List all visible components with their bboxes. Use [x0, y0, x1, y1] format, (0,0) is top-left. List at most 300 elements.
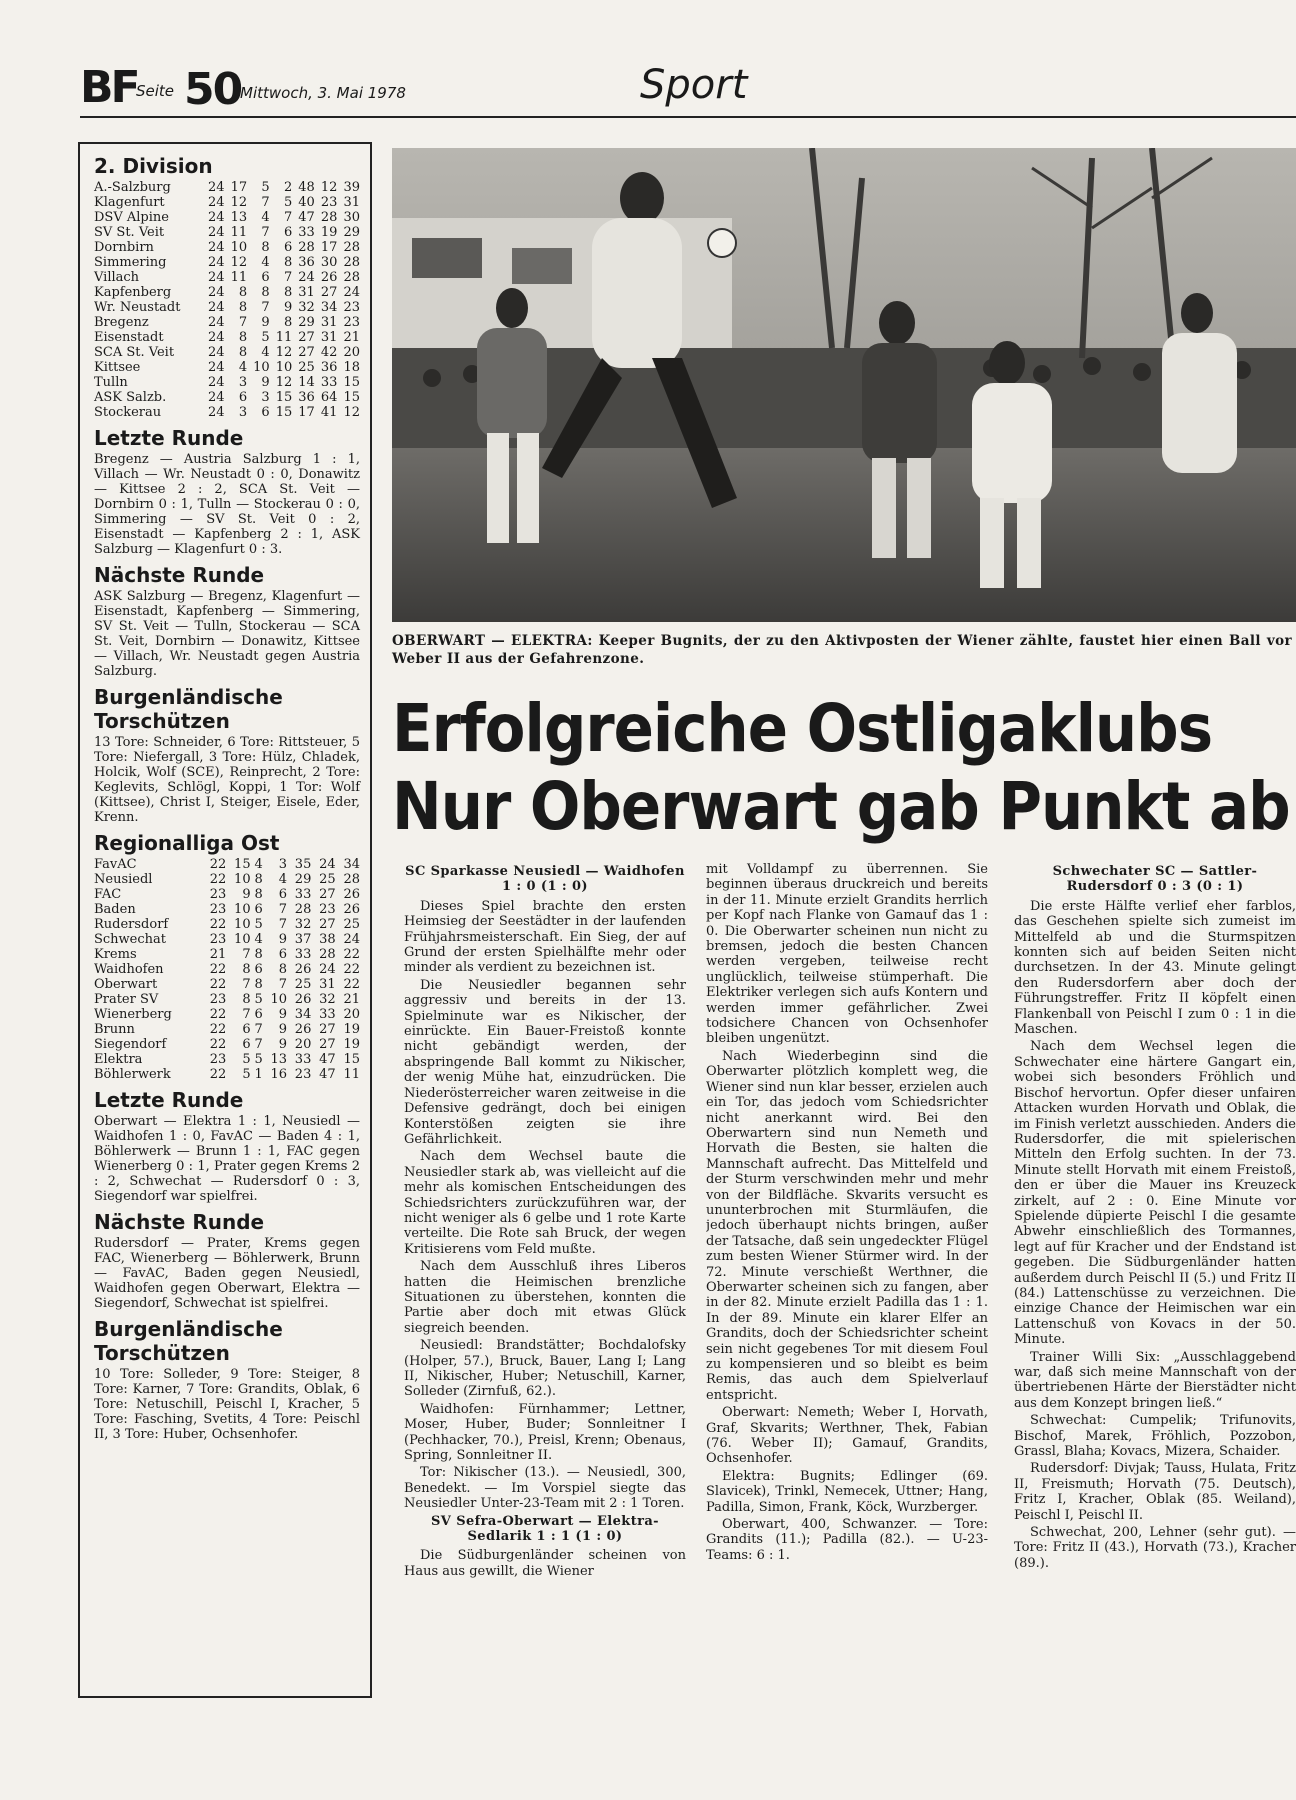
team-name: Stockerau	[94, 405, 162, 420]
stat-cell: 32	[319, 992, 336, 1007]
stat-cell: 28	[343, 270, 360, 285]
stat-cell: 24	[208, 330, 225, 345]
team-name: Baden	[94, 902, 136, 917]
stat-cell: 31	[320, 315, 338, 330]
standings-row	[94, 255, 360, 270]
team-name: ASK Salzb.	[94, 390, 167, 405]
stat-cell: 8	[261, 285, 270, 300]
stat-cell: 28	[343, 872, 360, 887]
stat-cell: 9	[278, 1037, 288, 1052]
stat-cell: 11	[343, 1067, 360, 1082]
stat-cell: 24	[208, 210, 225, 225]
stat-cell: 27	[319, 917, 336, 932]
stat-cell: 27	[319, 1037, 336, 1052]
stat-cell: 25	[298, 360, 315, 375]
stat-cell: 8	[283, 255, 293, 270]
standings-row	[94, 285, 360, 300]
stat-cell: 28	[343, 240, 360, 255]
stat-cell: 22	[343, 977, 360, 992]
stat-cell: 3	[278, 857, 288, 872]
page-header	[80, 62, 1296, 122]
stat-cell: 6	[242, 1037, 251, 1052]
stat-cell: 23	[294, 1067, 312, 1082]
stat-cell: 10	[270, 992, 288, 1007]
standings-row	[94, 977, 360, 992]
team-name: Rudersdorf	[94, 917, 169, 932]
stat-cell: 36	[320, 360, 338, 375]
stat-cell: 6	[254, 962, 263, 977]
scorers-title-2: Burgenländische Torschützen	[94, 1317, 283, 1365]
standings-row	[94, 405, 360, 420]
stat-cell: 19	[343, 1037, 360, 1052]
stat-cell: 6	[278, 947, 288, 962]
stat-cell: 4	[261, 210, 270, 225]
paragraph: Nach dem Wechsel baute die Neusiedler stark ab, was vielleicht auf die mehr als komischen Entscheidungen des Schiedsrichters zurückzuführen war, der nicht weniger als 6 gelbe und 1 rote Karte verteilte. Die Rote sah Bruck, der wegen Kritisierens vom Feld mußte.	[404, 1149, 686, 1257]
team-name: DSV Alpine	[94, 210, 169, 225]
stat-cell: 8	[238, 300, 248, 315]
division-table	[94, 180, 360, 420]
stat-cell: 8	[242, 992, 251, 1007]
stat-cell: 24	[208, 375, 225, 390]
stat-cell: 31	[319, 977, 336, 992]
stat-cell: 23	[320, 195, 338, 210]
stat-cell: 7	[261, 300, 270, 315]
stat-cell: 10	[253, 360, 270, 375]
team-name: SV St. Veit	[94, 225, 165, 240]
stat-cell: 8	[254, 872, 263, 887]
stat-cell: 7	[242, 977, 251, 992]
stat-cell: 40	[298, 195, 315, 210]
stat-cell: 22	[209, 1067, 227, 1082]
lineup: Schwechat: Cumpelik; Trifunovits, Bischof, Marek, Fröhlich, Pozzobon, Grassl, Blaha; Kovacs, Mizera, Schaider.	[1014, 1413, 1296, 1460]
team-name: Prater SV	[94, 992, 159, 1007]
stat-cell: 10	[234, 872, 251, 887]
stat-cell: 20	[343, 345, 360, 360]
stat-cell: 24	[208, 405, 225, 420]
headline-line-2: Nur Oberwart gab Punkt ab	[392, 768, 1290, 845]
regional-table	[94, 857, 360, 1082]
stat-cell: 36	[298, 390, 315, 405]
stat-cell: 7	[278, 977, 288, 992]
team-name: FavAC	[94, 857, 137, 872]
stat-cell: 28	[319, 947, 336, 962]
stat-cell: 30	[320, 255, 338, 270]
stat-cell: 4	[254, 932, 263, 947]
stat-cell: 13	[270, 1052, 288, 1067]
regional-league-title: Regionalliga Ost	[94, 831, 280, 855]
stat-cell: 31	[298, 285, 315, 300]
stat-cell: 24	[208, 195, 225, 210]
stat-cell: 26	[294, 1022, 312, 1037]
stat-cell: 5	[242, 1067, 251, 1082]
stat-cell: 22	[209, 977, 227, 992]
stat-cell: 7	[254, 1037, 263, 1052]
stat-cell: 25	[294, 977, 312, 992]
stat-cell: 8	[254, 947, 263, 962]
team-name: Wienerberg	[94, 1007, 172, 1022]
stat-cell: 7	[254, 1022, 263, 1037]
stat-cell: 22	[343, 962, 360, 977]
stat-cell: 2	[283, 180, 293, 195]
stat-cell: 6	[242, 1022, 251, 1037]
match-photo	[392, 148, 1296, 622]
standings-row	[94, 992, 360, 1007]
lineup: Rudersdorf: Divjak; Tauss, Hulata, Fritz II, Freismuth; Horvath (75. Deutsch), Fritz I, Kracher, Oblak (85. Weiland), Peischl I, Peischl II.	[1014, 1461, 1296, 1523]
standings-row	[94, 360, 360, 375]
standings-row	[94, 902, 360, 917]
stat-cell: 7	[242, 947, 251, 962]
stat-cell: 8	[254, 977, 263, 992]
paragraph: Schwechat, 200, Lehner (sehr gut). — Tore: Fritz II (43.), Horvath (73.), Kracher (89.).	[1014, 1525, 1296, 1571]
stat-cell: 15	[343, 390, 360, 405]
stat-cell: 20	[294, 1037, 312, 1052]
stat-cell: 21	[343, 992, 360, 1007]
stat-cell: 27	[320, 285, 338, 300]
stat-cell: 28	[294, 902, 312, 917]
standings-row	[94, 1067, 360, 1082]
stat-cell: 7	[283, 270, 293, 285]
standings-row	[94, 1052, 360, 1067]
stat-cell: 5	[261, 180, 270, 195]
stat-cell: 23	[343, 300, 360, 315]
stat-cell: 7	[278, 902, 288, 917]
stat-cell: 22	[209, 1037, 227, 1052]
stat-cell: 35	[294, 857, 312, 872]
stat-cell: 22	[209, 1022, 227, 1037]
page-number: 50	[184, 64, 242, 115]
paragraph: Die erste Hälfte verlief eher farblos, das Geschehen spielte sich zumeist im Mittelfeld ab und die Sturmspitzen konnten sich auf beiden Seiten nicht durchsetzen. In der 43. Minute gelingt den Rudersdorfern aber doch der Führungstreffer. Fritz II köpfelt einen Flankenball von Peischl I zum 0 : 1 in die Maschen.	[1014, 898, 1296, 1038]
stat-cell: 8	[261, 240, 270, 255]
standings-row	[94, 180, 360, 195]
stat-cell: 9	[261, 375, 270, 390]
stat-cell: 6	[283, 225, 293, 240]
stat-cell: 26	[343, 887, 360, 902]
team-name: Dornbirn	[94, 240, 154, 255]
stat-cell: 19	[320, 225, 338, 240]
stat-cell: 38	[319, 932, 336, 947]
stat-cell: 21	[209, 947, 227, 962]
section-title: Sport	[640, 62, 748, 108]
paragraph: Die Südburgenländer scheinen von Haus aus gewillt, die Wiener	[404, 1548, 686, 1579]
last-round-title-2: Letzte Runde	[94, 1088, 244, 1112]
stat-cell: 4	[261, 255, 270, 270]
team-name: Eisenstadt	[94, 330, 164, 345]
stat-cell: 24	[208, 360, 225, 375]
stat-cell: 7	[283, 210, 293, 225]
stat-cell: 5	[283, 195, 293, 210]
stat-cell: 33	[294, 947, 312, 962]
stat-cell: 24	[208, 270, 225, 285]
standings-row	[94, 240, 360, 255]
stat-cell: 27	[298, 345, 315, 360]
paragraph: Oberwart, 400, Schwanzer. — Tore: Grandits (11.); Padilla (82.). — U-23-Teams: 6 : 1.	[706, 1517, 988, 1563]
stat-cell: 27	[319, 887, 336, 902]
stat-cell: 31	[343, 195, 360, 210]
standings-row	[94, 962, 360, 977]
stat-cell: 5	[254, 1052, 263, 1067]
stat-cell: 41	[320, 405, 338, 420]
team-name: Krems	[94, 947, 137, 962]
stat-cell: 22	[209, 857, 227, 872]
stat-cell: 34	[294, 1007, 312, 1022]
stat-cell: 24	[208, 285, 225, 300]
stat-cell: 8	[238, 330, 248, 345]
stat-cell: 4	[278, 872, 288, 887]
team-name: Wr. Neustadt	[94, 300, 181, 315]
stat-cell: 10	[230, 240, 248, 255]
stat-cell: 24	[343, 932, 360, 947]
paragraph: Die Neusiedler begannen sehr aggressiv und bereits in der 13. Spielminute war es Nikischer, der einrückte. Ein Bauer-Freistoß konnte nicht gebändigt werden, der abspringende Ball kommt zu Nikischer, der wenig Mühe hat, einzudrücken. Die Niederösterreicher waren zeitweise in die Defensive gedrängt, doch bei einigen Konterstößen zeigten sie ihre Gefährlichkeit.	[404, 977, 686, 1147]
stat-cell: 8	[238, 285, 248, 300]
next-round-fixtures: ASK Salzburg — Bregenz, Klagenfurt — Eisenstadt, Kapfenberg — Simmering, SV St. Veit — Tulln, Stockerau — SCA St. Veit, Dornbirn — Donawitz, Kittsee — Villach, Wr. Neustadt gegen Austria Salzburg.	[94, 589, 360, 679]
article-column-1	[404, 862, 686, 1702]
issue-date: Mittwoch, 3. Mai 1978	[240, 84, 406, 102]
stat-cell: 48	[298, 180, 315, 195]
standings-row	[94, 887, 360, 902]
team-name: Waidhofen	[94, 962, 164, 977]
team-name: Elektra	[94, 1052, 143, 1067]
stat-cell: 8	[283, 315, 293, 330]
stat-cell: 11	[230, 225, 248, 240]
stat-cell: 47	[319, 1052, 336, 1067]
standings-row	[94, 872, 360, 887]
stat-cell: 24	[298, 270, 315, 285]
stat-cell: 10	[275, 360, 293, 375]
stat-cell: 39	[343, 180, 360, 195]
stat-cell: 26	[343, 902, 360, 917]
stat-cell: 12	[230, 255, 248, 270]
stat-cell: 8	[242, 962, 251, 977]
stat-cell: 25	[319, 872, 336, 887]
team-name: FAC	[94, 887, 122, 902]
stat-cell: 6	[238, 390, 248, 405]
standings-row	[94, 195, 360, 210]
stat-cell: 5	[261, 330, 270, 345]
stat-cell: 23	[209, 887, 227, 902]
standings-row	[94, 315, 360, 330]
last-round-results: Bregenz — Austria Salzburg 1 : 1, Villach — Wr. Neustadt 0 : 0, Donawitz — Kittsee 2 : 2, SCA St. Veit — Dornbirn 0 : 1, Tulln — Stockerau 0 : 0, Simmering — SV St. Veit 0 : 2, Eisenstadt — Kapfenberg 2 : 1, ASK Salzburg — Klagenfurt 0 : 3.	[94, 452, 360, 557]
stat-cell: 5	[254, 917, 263, 932]
stat-cell: 16	[270, 1067, 288, 1082]
lineup: Oberwart: Nemeth; Weber I, Horvath, Graf, Skvarits; Werthner, Thek, Fabian (76. Weber II); Gamauf, Grandits, Ochsenhofer.	[706, 1405, 988, 1467]
stat-cell: 23	[209, 992, 227, 1007]
next-round-fixtures-2: Rudersdorf — Prater, Krems gegen FAC, Wienerberg — Böhlerwerk, Brunn — FavAC, Baden gegen Neusiedl, Waidhofen gegen Oberwart, Elektra — Siegendorf, Schwechat ist spielfrei.	[94, 1236, 360, 1311]
lineup: Elektra: Bugnits; Edlinger (69. Slavicek), Trinkl, Nemecek, Uttner; Hang, Padilla, Simon, Frank, Köck, Wurzberger.	[706, 1468, 988, 1515]
team-name: Klagenfurt	[94, 195, 165, 210]
standings-row	[94, 1007, 360, 1022]
stat-cell: 12	[230, 195, 248, 210]
stat-cell: 8	[278, 962, 288, 977]
stat-cell: 12	[320, 180, 338, 195]
standings-row	[94, 210, 360, 225]
stat-cell: 3	[238, 405, 248, 420]
stat-cell: 37	[294, 932, 312, 947]
stat-cell: 9	[278, 932, 288, 947]
stat-cell: 28	[343, 255, 360, 270]
stat-cell: 20	[343, 1007, 360, 1022]
team-name: Bregenz	[94, 315, 149, 330]
next-round-title: Nächste Runde	[94, 563, 265, 587]
stat-cell: 32	[298, 300, 315, 315]
stat-cell: 13	[230, 210, 248, 225]
stat-cell: 22	[209, 1007, 227, 1022]
team-name: Brunn	[94, 1022, 135, 1037]
stat-cell: 26	[320, 270, 338, 285]
stat-cell: 24	[319, 962, 336, 977]
stat-cell: 26	[294, 992, 312, 1007]
stat-cell: 36	[298, 255, 315, 270]
stat-cell: 14	[298, 375, 315, 390]
team-name: Böhlerwerk	[94, 1067, 171, 1082]
stat-cell: 10	[234, 902, 251, 917]
team-name: Tulln	[94, 375, 128, 390]
stat-cell: 6	[278, 887, 288, 902]
stat-cell: 28	[320, 210, 338, 225]
team-name: A.-Salzburg	[94, 180, 171, 195]
match-heading: Schwechater SC — Sattler-Rudersdorf 0 : 3 (0 : 1)	[1052, 864, 1258, 895]
stat-cell: 29	[294, 872, 312, 887]
paragraph: Tor: Nikischer (13.). — Neusiedl, 300, Benedekt. — Im Vorspiel siegte das Neusiedler Unter-23-Team mit 2 : 1 Toren.	[404, 1465, 686, 1512]
stat-cell: 22	[209, 872, 227, 887]
stat-cell: 6	[283, 240, 293, 255]
stat-cell: 29	[343, 225, 360, 240]
stat-cell: 6	[261, 405, 270, 420]
stat-cell: 1	[254, 1067, 263, 1082]
stat-cell: 32	[294, 917, 312, 932]
stat-cell: 24	[208, 180, 225, 195]
stat-cell: 22	[209, 962, 227, 977]
stat-cell: 4	[238, 360, 248, 375]
stat-cell: 15	[343, 375, 360, 390]
scorers-list-2: 10 Tore: Solleder, 9 Tore: Steiger, 8 Tore: Karner, 7 Tore: Grandits, Oblak, 6 Tore: Netuschill, Peischl I, Kracher, 5 Tore: Fasching, Svetits, 4 Tore: Peischl II, 3 Tore: Huber, Ochsenhofer.	[94, 1367, 360, 1442]
stat-cell: 33	[320, 375, 338, 390]
team-name: Oberwart	[94, 977, 158, 992]
stat-cell: 7	[238, 315, 248, 330]
scorers-list: 13 Tore: Schneider, 6 Tore: Rittsteuer, 5 Tore: Niefergall, 3 Tore: Hülz, Chladek, Holcik, Wolf (SCE), Reinprecht, 2 Tore: Keglevits, Schlögl, Koppi, 1 Tor: Wolf (Kittsee), Christ I, Steiger, Eisele, Eder, Krenn.	[94, 735, 360, 825]
stat-cell: 4	[261, 345, 270, 360]
lineup: Waidhofen: Fürnhammer; Lettner, Moser, Huber, Buder; Sonnleitner I (Pechhacker, 70.), Preisl, Krenn; Obenaus, Spring, Sonnleitner II.	[404, 1401, 686, 1464]
stat-cell: 29	[298, 315, 315, 330]
paragraph: Nach dem Ausschluß ihres Liberos hatten die Heimischen brenzliche Situationen zu überstehen, konnten die Partie aber doch mit etwas Glück siegreich beenden.	[404, 1259, 686, 1336]
stat-cell: 6	[254, 902, 263, 917]
photo-caption: OBERWART — ELEKTRA: Keeper Bugnits, der zu den Aktivposten der Wiener zählte, faustet hier einen Ball vor Weber II aus der Gefahrenzone.	[392, 633, 1292, 667]
stat-cell: 24	[208, 300, 225, 315]
team-name: Villach	[94, 270, 140, 285]
team-name: Schwechat	[94, 932, 167, 947]
stat-cell: 3	[261, 390, 270, 405]
article-column-3	[1014, 862, 1296, 1702]
stat-cell: 26	[294, 962, 312, 977]
stat-cell: 7	[261, 225, 270, 240]
stat-cell: 7	[261, 195, 270, 210]
standings-row	[94, 1022, 360, 1037]
stat-cell: 6	[261, 270, 270, 285]
stat-cell: 9	[242, 887, 251, 902]
stat-cell: 24	[319, 857, 336, 872]
stat-cell: 24	[343, 285, 360, 300]
stat-cell: 11	[230, 270, 248, 285]
stat-cell: 33	[298, 225, 315, 240]
stat-cell: 5	[242, 1052, 251, 1067]
standings-row	[94, 375, 360, 390]
stat-cell: 12	[275, 345, 293, 360]
team-name: Neusiedl	[94, 872, 153, 887]
newspaper-logo: BF	[80, 62, 138, 113]
stat-cell: 27	[319, 1022, 336, 1037]
stat-cell: 15	[275, 405, 293, 420]
stat-cell: 10	[234, 932, 251, 947]
stat-cell: 24	[208, 255, 225, 270]
stat-cell: 18	[343, 360, 360, 375]
standings-row	[94, 932, 360, 947]
paragraph: mit Volldampf zu überrennen. Sie beginnen überaus druckreich und bereits in der 11. Minute erzielt Grandits herrlich per Kopf nach Flanke von Gamauf das 1 : 0. Die Oberwarter scheinen nun nicht zu bremsen, jedoch die besten Chancen werden vergeben, teilweise recht unglücklich, teilweise stümperhaft. Die Elektriker verlegen sich aufs Kontern und werden immer gefährlicher. Zwei todsichere Chancen von Ochsenhofer bleiben ungenützt.	[706, 862, 988, 1047]
stat-cell: 12	[275, 375, 293, 390]
stat-cell: 11	[275, 330, 293, 345]
team-name: Siegendorf	[94, 1037, 167, 1052]
standings-row	[94, 300, 360, 315]
stat-cell: 9	[261, 315, 270, 330]
stat-cell: 21	[343, 330, 360, 345]
stat-cell: 31	[320, 330, 338, 345]
stat-cell: 9	[278, 1007, 288, 1022]
standings-row	[94, 947, 360, 962]
stat-cell: 8	[254, 887, 263, 902]
standings-row	[94, 857, 360, 872]
stat-cell: 15	[234, 857, 251, 872]
stat-cell: 7	[242, 1007, 251, 1022]
division-title: 2. Division	[94, 154, 213, 178]
stat-cell: 15	[275, 390, 293, 405]
stat-cell: 10	[234, 917, 251, 932]
match-heading: SV Sefra-Oberwart — Elektra-Sedlarik 1 : 1 (1 : 0)	[431, 1513, 659, 1545]
stat-cell: 17	[298, 405, 315, 420]
stat-cell: 24	[208, 315, 225, 330]
stat-cell: 42	[320, 345, 338, 360]
stat-cell: 30	[343, 210, 360, 225]
lineup: Neusiedl: Brandstätter; Bochdalofsky (Holper, 57.), Bruck, Bauer, Lang I; Lang II, Nikischer, Huber; Netuschill, Karner, Solleder (Zirnfuß, 62.).	[404, 1338, 686, 1400]
standings-row	[94, 390, 360, 405]
stat-cell: 28	[298, 240, 315, 255]
team-name: SCA St. Veit	[94, 345, 175, 360]
stat-cell: 64	[320, 390, 338, 405]
stat-cell: 12	[343, 405, 360, 420]
stat-cell: 3	[238, 375, 248, 390]
next-round-title-2: Nächste Runde	[94, 1210, 265, 1234]
page-label: Seite	[136, 82, 175, 100]
stat-cell: 19	[343, 1022, 360, 1037]
stat-cell: 47	[298, 210, 315, 225]
last-round-title: Letzte Runde	[94, 426, 244, 450]
stat-cell: 47	[319, 1067, 336, 1082]
stat-cell: 34	[320, 300, 338, 315]
stat-cell: 22	[209, 917, 227, 932]
stat-cell: 33	[319, 1007, 336, 1022]
team-name: Kittsee	[94, 360, 141, 375]
stat-cell: 17	[320, 240, 338, 255]
header-rule	[80, 116, 1296, 118]
paragraph: Nach Wiederbeginn sind die Oberwarter plötzlich komplett weg, die Wiener sind nun klar besser, erzielen auch ein Tor, das jedoch vom Schiedsrichter nicht anerkannt wird. Bei den Oberwartern sind nun Nemeth und Horvath die Besten, sie halten die Mannschaft aufrecht. Das Mittelfeld und der Sturm verschwinden mehr und mehr von der Bildfläche. Skvarits versucht es ununterbrochen mit Sturmläufen, die jedoch überhaupt nichts bringen, außer der Tatsache, daß sein ungedeckter Flügel zum besten Wiener Stürmer wird. In der 72. Minute verschießt Werthner, die Oberwarter scheinen sich zu fangen, aber in der 82. Minute erzielt Padilla das 1 : 1. In der 89. Minute ein klarer Elfer an Grandits, doch der Schiedsrichter scheint sein nicht gegebenes Tor mit diesem Foul zu kompensieren und so bleibt es beim Remis, das auch dem Spielverlauf entspricht.	[706, 1048, 988, 1403]
stat-cell: 6	[254, 1007, 263, 1022]
standings-row	[94, 1037, 360, 1052]
stat-cell: 23	[343, 315, 360, 330]
standings-sidebar	[78, 142, 372, 1698]
stat-cell: 22	[343, 947, 360, 962]
stat-cell: 8	[238, 345, 248, 360]
stat-cell: 24	[208, 390, 225, 405]
stat-cell: 4	[254, 857, 263, 872]
stat-cell: 5	[254, 992, 263, 1007]
stat-cell: 17	[230, 180, 248, 195]
